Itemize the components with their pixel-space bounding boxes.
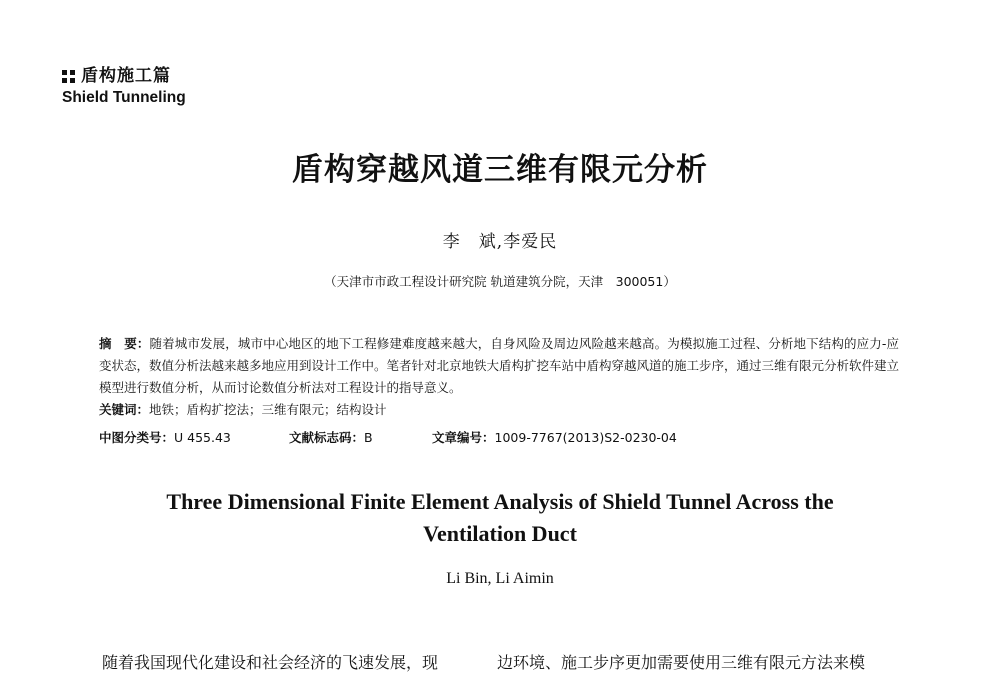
section-tag-zh bbox=[62, 66, 186, 86]
paper-title-en-line2: Ventilation Duct bbox=[423, 521, 577, 546]
keywords-label: 关键词： bbox=[99, 402, 150, 417]
article-number-label: 文章编号： bbox=[432, 430, 495, 445]
document-code bbox=[289, 428, 373, 446]
classification bbox=[99, 428, 231, 446]
paper-title-zh: 盾构穿越风道三维有限元分析 bbox=[292, 152, 708, 188]
section-label-en: Shield Tunneling bbox=[62, 89, 186, 106]
authors-zh: 李 斌,李爱民 bbox=[442, 232, 558, 252]
classification-label: 中图分类号： bbox=[99, 430, 175, 445]
section-mark-icon bbox=[62, 70, 75, 83]
abstract bbox=[99, 333, 899, 399]
paper-title-en-line1: Three Dimensional Finite Element Analysis of Shield Tunnel Across the bbox=[166, 489, 834, 514]
article-number bbox=[432, 428, 677, 446]
document-code-label: 文献标志码： bbox=[289, 430, 365, 445]
classification-value: U 455.43 bbox=[174, 430, 231, 445]
affiliation-zh: （天津市市政工程设计研究院 轨道建筑分院，天津 300051） bbox=[324, 274, 676, 289]
abstract-block bbox=[99, 333, 899, 421]
paper-title-en bbox=[0, 486, 1000, 550]
section-tag bbox=[62, 66, 186, 107]
body-left-column: 随着我国现代化建设和社会经济的飞速发展，现 bbox=[102, 653, 439, 672]
keywords-text: 地铁；盾构扩挖法；三维有限元；结构设计 bbox=[149, 402, 387, 417]
abstract-text: 随着城市发展，城市中心地区的地下工程修建难度越来越大，自身风险及周边风险越来越高。为模拟施工过程、分析地下结构的应力-应变状态，数值分析法越来越多地应用到设计工作中。笔者针对北京地铁大盾构扩挖车站中盾构穿越风道的施工步序，通过三维有限元分析软件建立模型进行数值分析，从而讨论数值分析法对工程设计的指导意义。 bbox=[99, 336, 900, 395]
body-right-column: 边环境、施工步序更加需要使用三维有限元方法来模 bbox=[497, 653, 866, 672]
article-number-value: 1009-7767(2013)S2-0230-04 bbox=[494, 430, 677, 445]
authors-en: Li Bin, Li Aimin bbox=[446, 570, 554, 587]
section-label-zh: 盾构施工篇 bbox=[81, 66, 171, 86]
abstract-label: 摘 要： bbox=[99, 336, 150, 351]
keywords bbox=[99, 399, 899, 421]
document-code-value: B bbox=[364, 430, 373, 445]
